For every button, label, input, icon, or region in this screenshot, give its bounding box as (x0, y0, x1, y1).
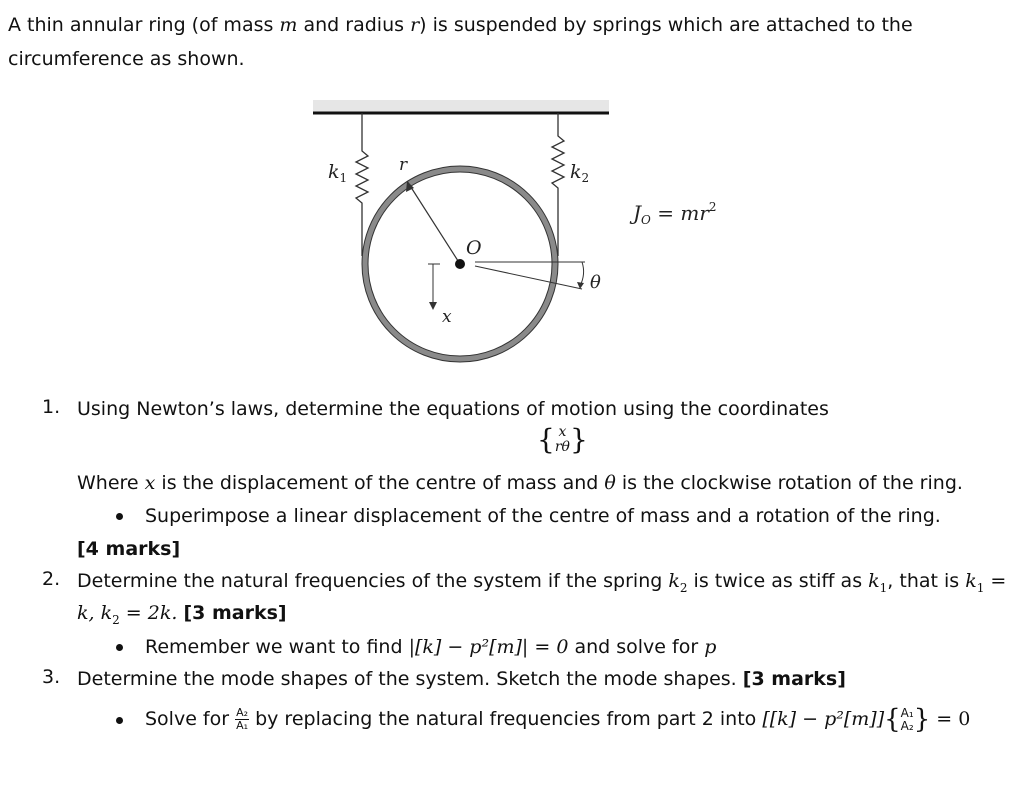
intro-paragraph (8, 8, 1008, 76)
intro-text-1: A thin annular ring (of mass (8, 14, 280, 36)
var-r: r (410, 14, 420, 36)
diagram-svg (300, 96, 760, 396)
label-x: x (442, 307, 452, 327)
centre-point (455, 259, 465, 269)
q2-number: 2. (42, 568, 61, 590)
x-arrowhead (429, 302, 437, 310)
label-k2: $k_2$ (570, 161, 590, 185)
q2-text-line2: k, $k_2 = 2k$. [3 marks] (77, 602, 287, 627)
q1-bullet-text: Superimpose a linear displacement of the centre of mass and a rotation of the ring. (145, 505, 941, 527)
intro-text-2: and radius (297, 14, 411, 36)
q1-coordinate-vector: { x rθ } (537, 423, 588, 456)
radius-line (407, 181, 460, 264)
q2-bullet-dot (116, 644, 123, 651)
q1-text: Using Newton’s laws, determine the equations of motion using the coordinates (77, 398, 829, 420)
q3-bullet-dot (116, 717, 123, 724)
q2-bullet-text: Remember we want to find |[k] − p²[m]| = 0 and solve for p (145, 636, 717, 658)
label-O: O (466, 237, 482, 259)
q1-vec-top: x (558, 424, 567, 440)
q1-number: 1. (42, 396, 61, 418)
q2-text: Determine the natural frequencies of the system if the spring $k_2$ is twice as stiff as $k_1$, that is $k_1$ = (77, 570, 1007, 595)
label-inertia: $J_O = mr^2$ (633, 200, 717, 227)
label-k1: $k_1$ (328, 161, 348, 185)
label-r: r (399, 155, 408, 175)
label-theta: θ (590, 272, 601, 293)
q3-amplitude-vector: A₁ A₂ (900, 705, 914, 733)
q3-bullet-text: Solve for $\frac{\text{A₂}}{\text{A₁}}$ by replacing the natural frequencies from part 2 into [[k] − p²[m]]{ A₁ A₂ } = 0 (145, 704, 971, 735)
q1-bullet-dot (116, 513, 123, 520)
theta-arc (580, 262, 584, 286)
ceiling-hatch (313, 100, 609, 112)
var-m: m (279, 14, 298, 36)
q3-amplitude-ratio: $\frac{\text{A₂}}{\text{A₁}}$ (236, 706, 249, 732)
theta-rotated-line (475, 266, 582, 289)
q1-where-text: Where x is the displacement of the centre of mass and θ is the clockwise rotation of the ring. (77, 472, 963, 494)
q3-text: Determine the mode shapes of the system. Sketch the mode shapes. [3 marks] (77, 668, 846, 690)
q1-vec-bottom: rθ (554, 439, 570, 455)
intro-text-3: ) is suspended by springs which are attached to the circumference as shown. (8, 14, 913, 70)
ring-spring-figure (300, 96, 760, 396)
q1-marks: [4 marks] (77, 538, 181, 560)
q3-number: 3. (42, 666, 61, 688)
